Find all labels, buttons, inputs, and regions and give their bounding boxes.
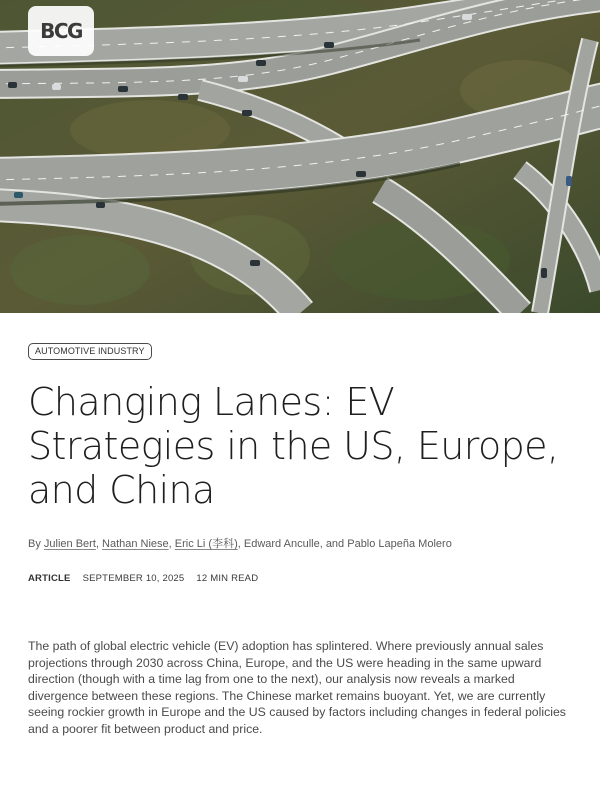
read-time: 12 MIN READ	[196, 573, 259, 584]
article-type: ARTICLE	[28, 573, 71, 584]
byline	[28, 536, 588, 552]
byline-separator: ,	[168, 538, 175, 550]
byline-separator: , and	[319, 538, 348, 550]
bcg-logo[interactable]	[28, 6, 94, 56]
bcg-logo-text: BCG	[40, 19, 82, 43]
article-intro: The path of global electric vehicle (EV) adoption has splintered. Where previously annual sales projections through 2030 across China, Europe, and the US were heading in the same upward direction (though with a time lag from one to the next), our analysis now reveals a marked divergence between these regions. The Chinese market remains buoyant. Yet, we are currently seeing rockier growth in Europe and the US caused by factors including changes in federal policies and a poorer fit between product and price.	[28, 639, 566, 736]
author-link-nathan-niese[interactable]: Nathan Niese	[102, 538, 169, 550]
hero-image	[0, 0, 600, 313]
article-title: Changing Lanes: EV Strategies in the US, Europe, and China	[28, 380, 559, 512]
byline-separator: ,	[237, 538, 244, 550]
author-pablo-lapena-molero: Pablo Lapeña Molero	[347, 538, 452, 550]
author-edward-anculle: Edward Anculle	[243, 538, 320, 550]
byline-prefix: By	[28, 538, 44, 550]
author-link-julien-bert[interactable]: Julien Bert	[43, 538, 96, 550]
publish-date: SEPTEMBER 10, 2025	[82, 573, 185, 584]
category-tag[interactable]: AUTOMOTIVE INDUSTRY	[28, 343, 152, 360]
byline-separator: ,	[95, 538, 103, 550]
article-meta	[28, 573, 258, 584]
author-link-eric-li[interactable]: Eric Li (李科)	[174, 538, 238, 550]
